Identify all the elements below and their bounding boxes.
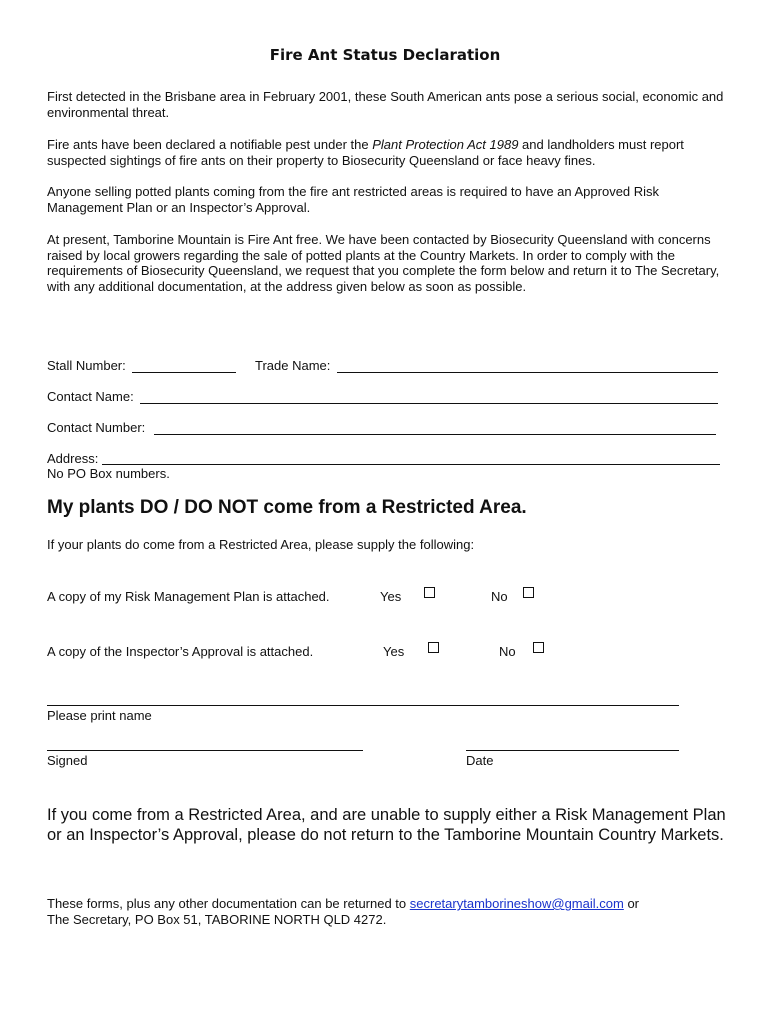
address-field[interactable] [102,464,720,465]
risk-plan-no-label: No [491,589,508,604]
intro-paragraph-2 [47,137,727,168]
restricted-area-notice: If you come from a Restricted Area, and are unable to supply either a Risk Management Plan or an Inspector’s Approval, please do not return to the Tamborine Mountain Country Markets. [47,806,726,844]
risk-plan-yes-checkbox[interactable] [424,586,435,601]
restricted-area-heading: My plants DO / DO NOT come from a Restricted Area. [47,497,527,518]
intro-paragraph-4: At present, Tamborine Mountain is Fire Ant free. We have been contacted by Biosecurity Queensland with concerns raised by local growers regarding the sale of potted plants at the Country Markets. In order to comply with the requirements of Biosecurity Queensland, we request that you complete the form below and return it to The Secretary, with any additional documentation, at the address given below as soon as possible. [47,232,720,294]
date-field[interactable] [466,750,679,751]
return-instructions [47,896,747,927]
stall-number-label: Stall Number: [47,358,126,373]
signature-field[interactable] [47,750,363,751]
address-label: Address: [47,451,99,466]
contact-number-label: Contact Number: [47,420,146,435]
return-instructions-text: These forms, plus any other documentation can be returned to [47,896,410,911]
intro-paragraph-2-start: Fire ants have been declared a notifiable pest under the [47,137,373,152]
inspector-approval-yes-checkbox[interactable] [428,641,439,656]
signed-label: Signed [47,753,88,768]
page-title: Fire Ant Status Declaration [269,46,501,64]
intro-paragraph-3: Anyone selling potted plants coming from the fire ant restricted areas is required to have an Approved Risk Management Plan or an Inspector’s Approval. [47,184,660,215]
trade-name-label: Trade Name: [255,358,331,373]
date-label: Date [466,753,494,768]
contact-name-label: Contact Name: [47,389,134,404]
risk-plan-yes-label: Yes [380,589,402,604]
inspector-approval-no-checkbox[interactable] [533,641,544,656]
secretary-email-link[interactable]: secretarytamborineshow@gmail.com [409,896,624,911]
supply-instruction: If your plants do come from a Restricted Area, please supply the following: [47,537,475,552]
print-name-field[interactable] [47,705,679,706]
return-instructions-or: or [623,896,639,911]
inspector-approval-no-label: No [499,644,516,659]
intro-paragraph-2-end: and landholders must report suspected sightings of fire ants on their property to Biosecurity Queensland or face heavy fines. [47,137,684,168]
stall-number-field[interactable] [132,372,236,373]
contact-number-field[interactable] [154,434,716,435]
print-name-label: Please print name [47,708,152,723]
inspector-approval-question: A copy of the Inspector’s Approval is attached. [47,644,314,659]
intro-paragraph-1: First detected in the Brisbane area in February 2001, these South American ants pose a serious social, economic and environmental threat. [47,89,724,120]
secretary-address: The Secretary, PO Box 51, TABORINE NORTH QLD 4272. [47,911,387,927]
contact-name-field[interactable] [140,403,718,404]
act-name: Plant Protection Act 1989 [372,137,519,152]
risk-plan-no-checkbox[interactable] [523,586,534,601]
trade-name-field[interactable] [337,372,718,373]
risk-plan-question: A copy of my Risk Management Plan is attached. [47,589,330,604]
inspector-approval-yes-label: Yes [383,644,405,659]
address-note: No PO Box numbers. [47,466,170,481]
